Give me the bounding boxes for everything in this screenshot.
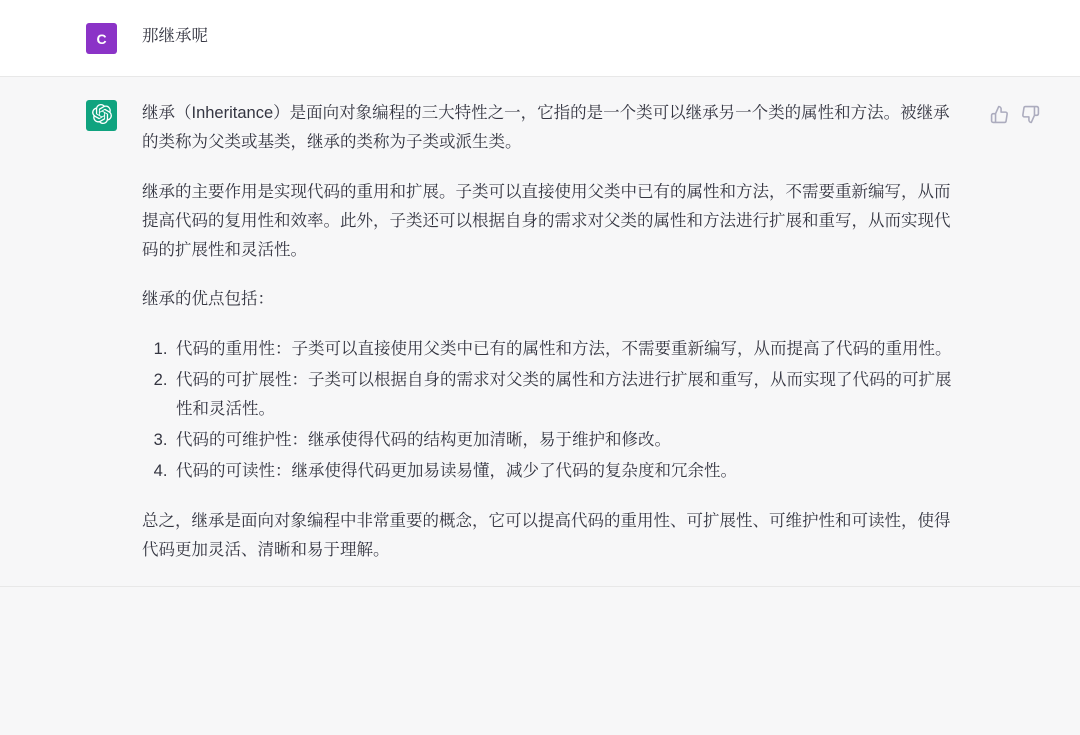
assistant-message [0,77,1080,587]
thumbs-down-icon[interactable] [1021,105,1040,124]
list-item: 1. 代码的重用性：子类可以直接使用父类中已有的属性和方法，不需要重新编写，从而提高了代码的重用性。 [172,335,952,364]
assistant-paragraph: 继承的优点包括： [142,290,274,309]
user-message-body [142,22,952,54]
assistant-paragraph: 继承（Inheritance）是面向对象编程的三大特性之一，它指的是一个类可以继承另一个类的属性和方法。被继承的类称为父类或基类，继承的类称为子类或派生类。 [142,104,950,151]
avatar [86,23,117,54]
user-message-inner [0,22,1080,54]
assistant-closing-paragraph: 总之，继承是面向对象编程中非常重要的概念，它可以提高代码的重用性、可扩展性、可维护性和可读性，使得代码更加灵活、清晰和易于理解。 [142,511,951,559]
assistant-paragraph: 继承的主要作用是实现代码的重用和扩展。子类可以直接使用父类中已有的属性和方法，不需要重新编写，从而提高代码的复用性和效率。此外，子类还可以根据自身的需求对父类的属性和方法进行扩展和重写，从而实现代码的扩展性和灵活性。 [142,182,951,259]
list-item: 3. 代码的可维护性：继承使得代码的结构更加清晰，易于维护和修改。 [172,426,952,455]
user-message [0,0,1080,77]
assistant-message-inner [0,99,1080,564]
list-item: 4. 代码的可读性：继承使得代码更加易读易懂，减少了代码的复杂度和冗余性。 [172,457,952,486]
message-actions [990,105,1040,124]
avatar [86,100,117,131]
assistant-list [142,335,952,485]
assistant-message-body [142,99,952,564]
thumbs-up-icon[interactable] [990,105,1009,124]
avatar-initial: C [96,30,107,47]
user-message-text: 那继承呢 [142,27,208,45]
openai-logo-icon [92,104,112,127]
thread-spacer [0,587,1080,735]
list-item: 2. 代码的可扩展性：子类可以根据自身的需求对父类的属性和方法进行扩展和重写，从而实现了代码的可扩展性和灵活性。 [172,366,952,424]
